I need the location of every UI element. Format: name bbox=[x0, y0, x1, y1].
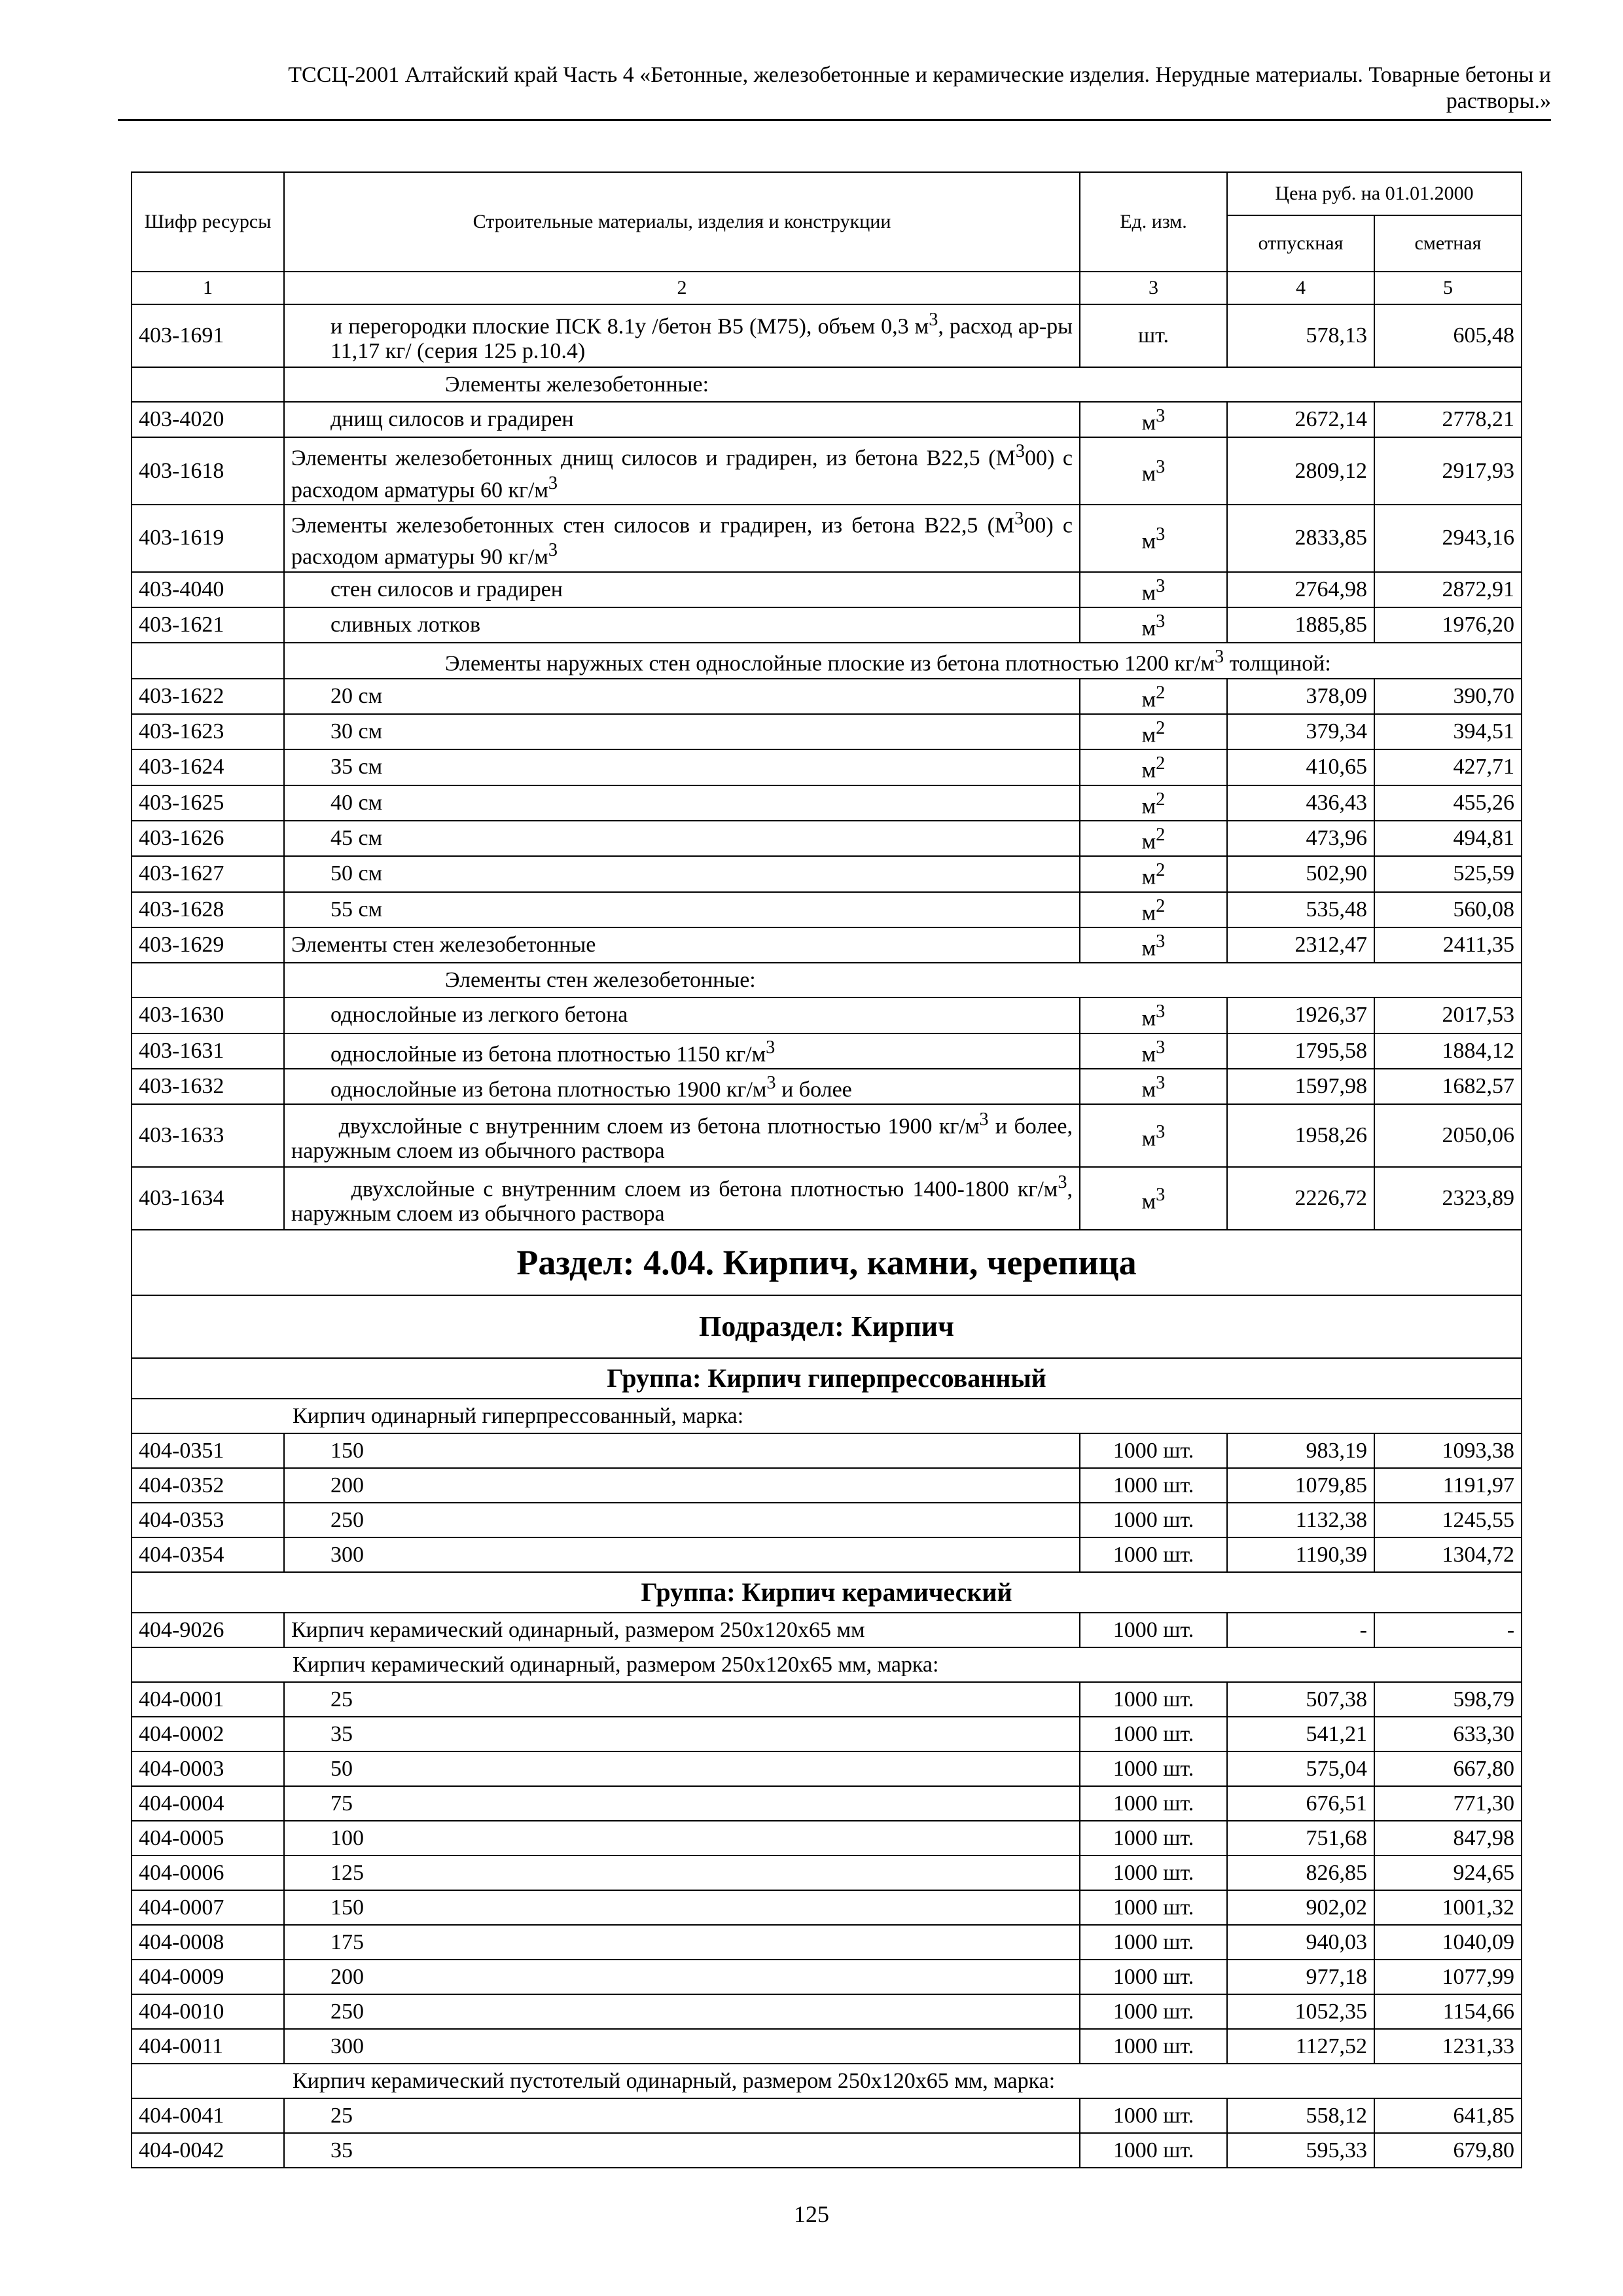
subsection-row bbox=[132, 1295, 1522, 1358]
cell-price-release: 2764,98 bbox=[1227, 572, 1374, 607]
cell-code: 404-0002 bbox=[132, 1717, 284, 1751]
cell-code: 404-0006 bbox=[132, 1856, 284, 1890]
cell-unit: $м^2$ bbox=[1080, 679, 1227, 714]
table-row bbox=[132, 1821, 1522, 1856]
cell-price-release: 1597,98 bbox=[1227, 1069, 1374, 1104]
cell-price-estimate: 598,79 bbox=[1374, 1682, 1522, 1717]
table-row bbox=[132, 304, 1522, 367]
cell-price-estimate: 1077,99 bbox=[1374, 1960, 1522, 1994]
table-row bbox=[132, 402, 1522, 437]
cell-code: 404-0004 bbox=[132, 1786, 284, 1821]
cell-price-release: 902,02 bbox=[1227, 1890, 1374, 1925]
subsection-title: Подраздел: Кирпич bbox=[132, 1295, 1522, 1358]
cell-code: 403-1633 bbox=[132, 1104, 284, 1167]
cell-code: 403-1619 bbox=[132, 505, 284, 572]
subheading-text: Кирпич керамический одинарный, размером 250х120х65 мм, марка: bbox=[132, 1647, 1522, 1682]
table-row bbox=[132, 1960, 1522, 1994]
cell-name: 200 bbox=[284, 1960, 1080, 1994]
cell-price-release: 751,68 bbox=[1227, 1821, 1374, 1856]
table-row bbox=[132, 1537, 1522, 1572]
cell-price-release: 575,04 bbox=[1227, 1751, 1374, 1786]
table-row bbox=[132, 1994, 1522, 2029]
cell-price-estimate: 1976,20 bbox=[1374, 607, 1522, 643]
cell-price-release: - bbox=[1227, 1613, 1374, 1647]
cell-code: 403-1624 bbox=[132, 749, 284, 785]
cell-unit: $м^2$ bbox=[1080, 714, 1227, 749]
cell-name: Элементы железобетонных днищ силосов и градирен, из бетона В22,5 $(М^300)$ с расходом арматуры 60 $кг/м^3$ bbox=[284, 437, 1080, 505]
col-header-unit: Ед. изм. bbox=[1080, 172, 1227, 272]
table-row bbox=[132, 1751, 1522, 1786]
cell-name: двухслойные с внутренним слоем из бетона плотностью 1900 $кг/м^3$ и более, наружным слоем из обычного раствора bbox=[284, 1104, 1080, 1167]
cell-price-release: 410,65 bbox=[1227, 749, 1374, 785]
cell-price-estimate: 605,48 bbox=[1374, 304, 1522, 367]
cell-code: 404-0005 bbox=[132, 1821, 284, 1856]
table-row bbox=[132, 785, 1522, 821]
cell-name: 125 bbox=[284, 1856, 1080, 1890]
table-row bbox=[132, 1925, 1522, 1960]
cell-price-release: 595,33 bbox=[1227, 2133, 1374, 2168]
cell-name: 200 bbox=[284, 1468, 1080, 1503]
table-row bbox=[132, 892, 1522, 927]
header-rule bbox=[118, 119, 1551, 121]
cell-unit: 1000 шт. bbox=[1080, 1786, 1227, 1821]
cell-unit: $м^2$ bbox=[1080, 821, 1227, 856]
cell-price-estimate: 1231,33 bbox=[1374, 2029, 1522, 2064]
cell-name: Элементы железобетонных стен силосов и градирен, из бетона В22,5 $(М^300)$ с расходом арматуры 90 $кг/м^3$ bbox=[284, 505, 1080, 572]
cell-unit: $м^3$ bbox=[1080, 1167, 1227, 1230]
table-row bbox=[132, 2133, 1522, 2168]
col-number-4: 4 bbox=[1227, 272, 1374, 304]
cell-price-release: 940,03 bbox=[1227, 1925, 1374, 1960]
cell-unit: $м^3$ bbox=[1080, 402, 1227, 437]
cell-price-estimate: 394,51 bbox=[1374, 714, 1522, 749]
col-header-price-release: отпускная bbox=[1227, 215, 1374, 272]
cell-price-release: 1926,37 bbox=[1227, 997, 1374, 1033]
group-row bbox=[132, 1358, 1522, 1399]
cell-unit: $м^2$ bbox=[1080, 749, 1227, 785]
table-row bbox=[132, 607, 1522, 643]
cell-code: 404-0008 bbox=[132, 1925, 284, 1960]
cell-unit: 1000 шт. bbox=[1080, 1503, 1227, 1537]
cell-price-release: 983,19 bbox=[1227, 1433, 1374, 1468]
page-header bbox=[118, 62, 1551, 115]
table-row bbox=[132, 1890, 1522, 1925]
col-header-price-estimate: сметная bbox=[1374, 215, 1522, 272]
table-row bbox=[132, 1069, 1522, 1104]
cell-price-release: 541,21 bbox=[1227, 1717, 1374, 1751]
cell-code: 404-9026 bbox=[132, 1613, 284, 1647]
table-row bbox=[132, 1717, 1522, 1751]
cell-name: 150 bbox=[284, 1433, 1080, 1468]
table-row bbox=[132, 749, 1522, 785]
cell-name: 50 см bbox=[284, 856, 1080, 891]
cell-code: 403-1625 bbox=[132, 785, 284, 821]
cell-code: 404-0010 bbox=[132, 1994, 284, 2029]
subheading-row bbox=[132, 963, 1522, 997]
table-row bbox=[132, 927, 1522, 963]
table-row bbox=[132, 1613, 1522, 1647]
cell-unit: шт. bbox=[1080, 304, 1227, 367]
cell-price-release: 2809,12 bbox=[1227, 437, 1374, 505]
cell-name: 20 см bbox=[284, 679, 1080, 714]
cell-code: 403-4020 bbox=[132, 402, 284, 437]
cell-code: 404-0007 bbox=[132, 1890, 284, 1925]
cell-name: 30 см bbox=[284, 714, 1080, 749]
cell-unit: $м^3$ bbox=[1080, 572, 1227, 607]
cell-code: 404-0001 bbox=[132, 1682, 284, 1717]
cell-name: 40 см bbox=[284, 785, 1080, 821]
cell-unit: 1000 шт. bbox=[1080, 2029, 1227, 2064]
cell-unit: $м^3$ bbox=[1080, 927, 1227, 963]
cell-code: 403-1622 bbox=[132, 679, 284, 714]
table-row bbox=[132, 505, 1522, 572]
cell-unit: 1000 шт. bbox=[1080, 1925, 1227, 1960]
cell-name: 35 bbox=[284, 2133, 1080, 2168]
cell-price-estimate: 2017,53 bbox=[1374, 997, 1522, 1033]
cell-price-estimate: 1093,38 bbox=[1374, 1433, 1522, 1468]
cell-code: 403-1627 bbox=[132, 856, 284, 891]
cell-code: 403-1618 bbox=[132, 437, 284, 505]
cell-price-estimate: 1154,66 bbox=[1374, 1994, 1522, 2029]
header-title-line2: растворы.» bbox=[1446, 89, 1551, 113]
cell-price-release: 2312,47 bbox=[1227, 927, 1374, 963]
cell-price-release: 436,43 bbox=[1227, 785, 1374, 821]
cell-price-estimate: 847,98 bbox=[1374, 1821, 1522, 1856]
cell-code: 403-4040 bbox=[132, 572, 284, 607]
cell-name: двухслойные с внутренним слоем из бетона плотностью 1400-1800 $кг/м^3$, наружным слоем из обычного раствора bbox=[284, 1167, 1080, 1230]
cell-price-estimate: 494,81 bbox=[1374, 821, 1522, 856]
cell-unit: $м^3$ bbox=[1080, 1033, 1227, 1069]
cell-price-release: 1795,58 bbox=[1227, 1033, 1374, 1069]
cell-price-estimate: 390,70 bbox=[1374, 679, 1522, 714]
col-number-2: 2 bbox=[284, 272, 1080, 304]
cell-price-estimate: 633,30 bbox=[1374, 1717, 1522, 1751]
subheading-text: Элементы железобетонные: bbox=[284, 367, 1522, 402]
cell-code: 404-0351 bbox=[132, 1433, 284, 1468]
price-table bbox=[131, 171, 1522, 2168]
cell-unit: $м^3$ bbox=[1080, 437, 1227, 505]
table-row bbox=[132, 856, 1522, 891]
table-row bbox=[132, 1104, 1522, 1167]
cell-code: 404-0353 bbox=[132, 1503, 284, 1537]
cell-price-release: 378,09 bbox=[1227, 679, 1374, 714]
cell-price-estimate: 2943,16 bbox=[1374, 505, 1522, 572]
cell-price-estimate: 1884,12 bbox=[1374, 1033, 1522, 1069]
cell-price-release: 1127,52 bbox=[1227, 2029, 1374, 2064]
subheading-row bbox=[132, 367, 1522, 402]
cell-price-release: 379,34 bbox=[1227, 714, 1374, 749]
cell-code: 404-0041 bbox=[132, 2098, 284, 2133]
table-row bbox=[132, 2098, 1522, 2133]
cell-unit: $м^2$ bbox=[1080, 785, 1227, 821]
cell-name: 25 bbox=[284, 1682, 1080, 1717]
cell-unit: 1000 шт. bbox=[1080, 1856, 1227, 1890]
cell-price-estimate: 2050,06 bbox=[1374, 1104, 1522, 1167]
group-title: Группа: Кирпич гиперпрессованный bbox=[132, 1358, 1522, 1399]
cell-name: 150 bbox=[284, 1890, 1080, 1925]
cell-code: 403-1626 bbox=[132, 821, 284, 856]
cell-unit: $м^3$ bbox=[1080, 997, 1227, 1033]
cell-price-estimate: 1001,32 bbox=[1374, 1890, 1522, 1925]
subheading-text: Кирпич керамический пустотелый одинарный, размером 250х120х65 мм, марка: bbox=[132, 2064, 1522, 2098]
cell-price-estimate: 2872,91 bbox=[1374, 572, 1522, 607]
col-header-code: Шифр ресурсы bbox=[132, 172, 284, 272]
cell-code: 403-1630 bbox=[132, 997, 284, 1033]
cell-name: стен силосов и градирен bbox=[284, 572, 1080, 607]
subheading-row bbox=[132, 1399, 1522, 1433]
cell-code: 403-1621 bbox=[132, 607, 284, 643]
table-row bbox=[132, 1682, 1522, 1717]
cell-unit: 1000 шт. bbox=[1080, 1890, 1227, 1925]
section-row bbox=[132, 1230, 1522, 1295]
cell-price-release: 578,13 bbox=[1227, 304, 1374, 367]
cell-price-release: 1132,38 bbox=[1227, 1503, 1374, 1537]
cell-name: 45 см bbox=[284, 821, 1080, 856]
cell-unit: $м^3$ bbox=[1080, 607, 1227, 643]
cell-code: 403-1629 bbox=[132, 927, 284, 963]
cell-price-estimate: 2917,93 bbox=[1374, 437, 1522, 505]
cell-code: 404-0003 bbox=[132, 1751, 284, 1786]
cell-price-estimate: 1245,55 bbox=[1374, 1503, 1522, 1537]
cell-code: 404-0009 bbox=[132, 1960, 284, 1994]
cell-unit: $м^2$ bbox=[1080, 892, 1227, 927]
cell-unit: 1000 шт. bbox=[1080, 1821, 1227, 1856]
table-row bbox=[132, 1856, 1522, 1890]
cell-price-estimate: 1304,72 bbox=[1374, 1537, 1522, 1572]
col-number-5: 5 bbox=[1374, 272, 1522, 304]
cell-name: 25 bbox=[284, 2098, 1080, 2133]
table-row bbox=[132, 679, 1522, 714]
cell-code: 403-1631 bbox=[132, 1033, 284, 1069]
cell-price-estimate: 1191,97 bbox=[1374, 1468, 1522, 1503]
cell-price-estimate: 427,71 bbox=[1374, 749, 1522, 785]
cell-price-release: 1190,39 bbox=[1227, 1537, 1374, 1572]
subheading-row bbox=[132, 2064, 1522, 2098]
cell-price-estimate: 2411,35 bbox=[1374, 927, 1522, 963]
table-row bbox=[132, 1033, 1522, 1069]
table-row bbox=[132, 1503, 1522, 1537]
cell-code: 403-1623 bbox=[132, 714, 284, 749]
table-row bbox=[132, 1167, 1522, 1230]
cell-name: 300 bbox=[284, 2029, 1080, 2064]
group-row bbox=[132, 1572, 1522, 1613]
cell-name: днищ силосов и градирен bbox=[284, 402, 1080, 437]
cell-unit: 1000 шт. bbox=[1080, 1717, 1227, 1751]
table-row bbox=[132, 1468, 1522, 1503]
cell-price-estimate: 455,26 bbox=[1374, 785, 1522, 821]
cell-price-estimate: 2323,89 bbox=[1374, 1167, 1522, 1230]
table-body bbox=[132, 304, 1522, 2168]
table-row bbox=[132, 437, 1522, 505]
subheading-text: Элементы наружных стен однослойные плоские из бетона плотностью 1200 $кг/м^3$ толщиной: bbox=[284, 643, 1522, 678]
table-row bbox=[132, 714, 1522, 749]
cell-price-estimate: - bbox=[1374, 1613, 1522, 1647]
section-title: Раздел: 4.04. Кирпич, камни, черепица bbox=[132, 1230, 1522, 1295]
cell-price-estimate: 771,30 bbox=[1374, 1786, 1522, 1821]
cell-unit: 1000 шт. bbox=[1080, 1433, 1227, 1468]
cell-code: 403-1632 bbox=[132, 1069, 284, 1104]
cell-code: 404-0042 bbox=[132, 2133, 284, 2168]
cell-name: Кирпич керамический одинарный, размером 250х120х65 мм bbox=[284, 1613, 1080, 1647]
cell-code: 403-1691 bbox=[132, 304, 284, 367]
header-title-line1: ТССЦ-2001 Алтайский край Часть 4 «Бетонные, железобетонные и керамические изделия. Нерудные материалы. Товарные бетоны и bbox=[288, 63, 1551, 87]
col-header-name: Строительные материалы, изделия и конструкции bbox=[284, 172, 1080, 272]
cell-name: и перегородки плоские ПСК 8.1у /бетон В5 (М75), объем 0,3 $м^3$, расход ар-ры 11,17 кг/ (серия 125 р.10.4) bbox=[284, 304, 1080, 367]
cell-name: 35 bbox=[284, 1717, 1080, 1751]
cell-unit: 1000 шт. bbox=[1080, 1613, 1227, 1647]
cell-price-release: 1885,85 bbox=[1227, 607, 1374, 643]
cell-price-estimate: 560,08 bbox=[1374, 892, 1522, 927]
cell-unit: 1000 шт. bbox=[1080, 1468, 1227, 1503]
cell-name: однослойные из легкого бетона bbox=[284, 997, 1080, 1033]
subheading-text: Кирпич одинарный гиперпрессованный, марка: bbox=[132, 1399, 1522, 1433]
cell-code: 404-0354 bbox=[132, 1537, 284, 1572]
cell-unit: 1000 шт. bbox=[1080, 2133, 1227, 2168]
col-number-3: 3 bbox=[1080, 272, 1227, 304]
cell-name: сливных лотков bbox=[284, 607, 1080, 643]
cell-price-estimate: 1040,09 bbox=[1374, 1925, 1522, 1960]
cell-price-release: 977,18 bbox=[1227, 1960, 1374, 1994]
cell-unit: $м^3$ bbox=[1080, 505, 1227, 572]
cell-price-release: 676,51 bbox=[1227, 1786, 1374, 1821]
cell-name: однослойные из бетона плотностью 1900 $кг/м^3$ и более bbox=[284, 1069, 1080, 1104]
cell-price-estimate: 525,59 bbox=[1374, 856, 1522, 891]
cell-price-release: 535,48 bbox=[1227, 892, 1374, 927]
cell-price-release: 558,12 bbox=[1227, 2098, 1374, 2133]
cell-price-release: 2833,85 bbox=[1227, 505, 1374, 572]
cell-name: 250 bbox=[284, 1994, 1080, 2029]
subheading-row bbox=[132, 1647, 1522, 1682]
cell-unit: $м^3$ bbox=[1080, 1104, 1227, 1167]
cell-price-estimate: 667,80 bbox=[1374, 1751, 1522, 1786]
cell-code: 404-0352 bbox=[132, 1468, 284, 1503]
cell-name: 75 bbox=[284, 1786, 1080, 1821]
cell-price-estimate: 2778,21 bbox=[1374, 402, 1522, 437]
cell-price-estimate: 641,85 bbox=[1374, 2098, 1522, 2133]
cell-price-release: 826,85 bbox=[1227, 1856, 1374, 1890]
cell-price-release: 502,90 bbox=[1227, 856, 1374, 891]
cell-price-estimate: 924,65 bbox=[1374, 1856, 1522, 1890]
table-row bbox=[132, 1786, 1522, 1821]
cell-price-release: 2226,72 bbox=[1227, 1167, 1374, 1230]
cell-code: 403-1634 bbox=[132, 1167, 284, 1230]
group-title: Группа: Кирпич керамический bbox=[132, 1572, 1522, 1613]
cell-name: 35 см bbox=[284, 749, 1080, 785]
cell-unit: 1000 шт. bbox=[1080, 2098, 1227, 2133]
cell-name: 250 bbox=[284, 1503, 1080, 1537]
cell-name: 300 bbox=[284, 1537, 1080, 1572]
cell-price-release: 473,96 bbox=[1227, 821, 1374, 856]
cell-name: 100 bbox=[284, 1821, 1080, 1856]
page-number: 125 bbox=[794, 2201, 829, 2227]
cell-name: 50 bbox=[284, 1751, 1080, 1786]
table-row bbox=[132, 997, 1522, 1033]
cell-price-release: 1079,85 bbox=[1227, 1468, 1374, 1503]
cell-unit: $м^2$ bbox=[1080, 856, 1227, 891]
cell-code: 404-0011 bbox=[132, 2029, 284, 2064]
cell-code: 403-1628 bbox=[132, 892, 284, 927]
table-row bbox=[132, 572, 1522, 607]
cell-price-estimate: 679,80 bbox=[1374, 2133, 1522, 2168]
cell-price-release: 2672,14 bbox=[1227, 402, 1374, 437]
table-row bbox=[132, 1433, 1522, 1468]
cell-price-release: 507,38 bbox=[1227, 1682, 1374, 1717]
cell-price-release: 1052,35 bbox=[1227, 1994, 1374, 2029]
col-header-price-group: Цена руб. на 01.01.2000 bbox=[1227, 172, 1522, 215]
cell-unit: 1000 шт. bbox=[1080, 1994, 1227, 2029]
cell-name: 55 см bbox=[284, 892, 1080, 927]
cell-name: Элементы стен железобетонные bbox=[284, 927, 1080, 963]
cell-name: однослойные из бетона плотностью 1150 $кг/м^3$ bbox=[284, 1033, 1080, 1069]
cell-price-release: 1958,26 bbox=[1227, 1104, 1374, 1167]
table-row bbox=[132, 821, 1522, 856]
subheading-row bbox=[132, 643, 1522, 678]
cell-name: 175 bbox=[284, 1925, 1080, 1960]
cell-unit: 1000 шт. bbox=[1080, 1537, 1227, 1572]
cell-price-estimate: 1682,57 bbox=[1374, 1069, 1522, 1104]
col-number-1: 1 bbox=[132, 272, 284, 304]
cell-unit: $м^3$ bbox=[1080, 1069, 1227, 1104]
cell-unit: 1000 шт. bbox=[1080, 1751, 1227, 1786]
table-row bbox=[132, 2029, 1522, 2064]
cell-unit: 1000 шт. bbox=[1080, 1960, 1227, 1994]
cell-unit: 1000 шт. bbox=[1080, 1682, 1227, 1717]
subheading-text: Элементы стен железобетонные: bbox=[284, 963, 1522, 997]
